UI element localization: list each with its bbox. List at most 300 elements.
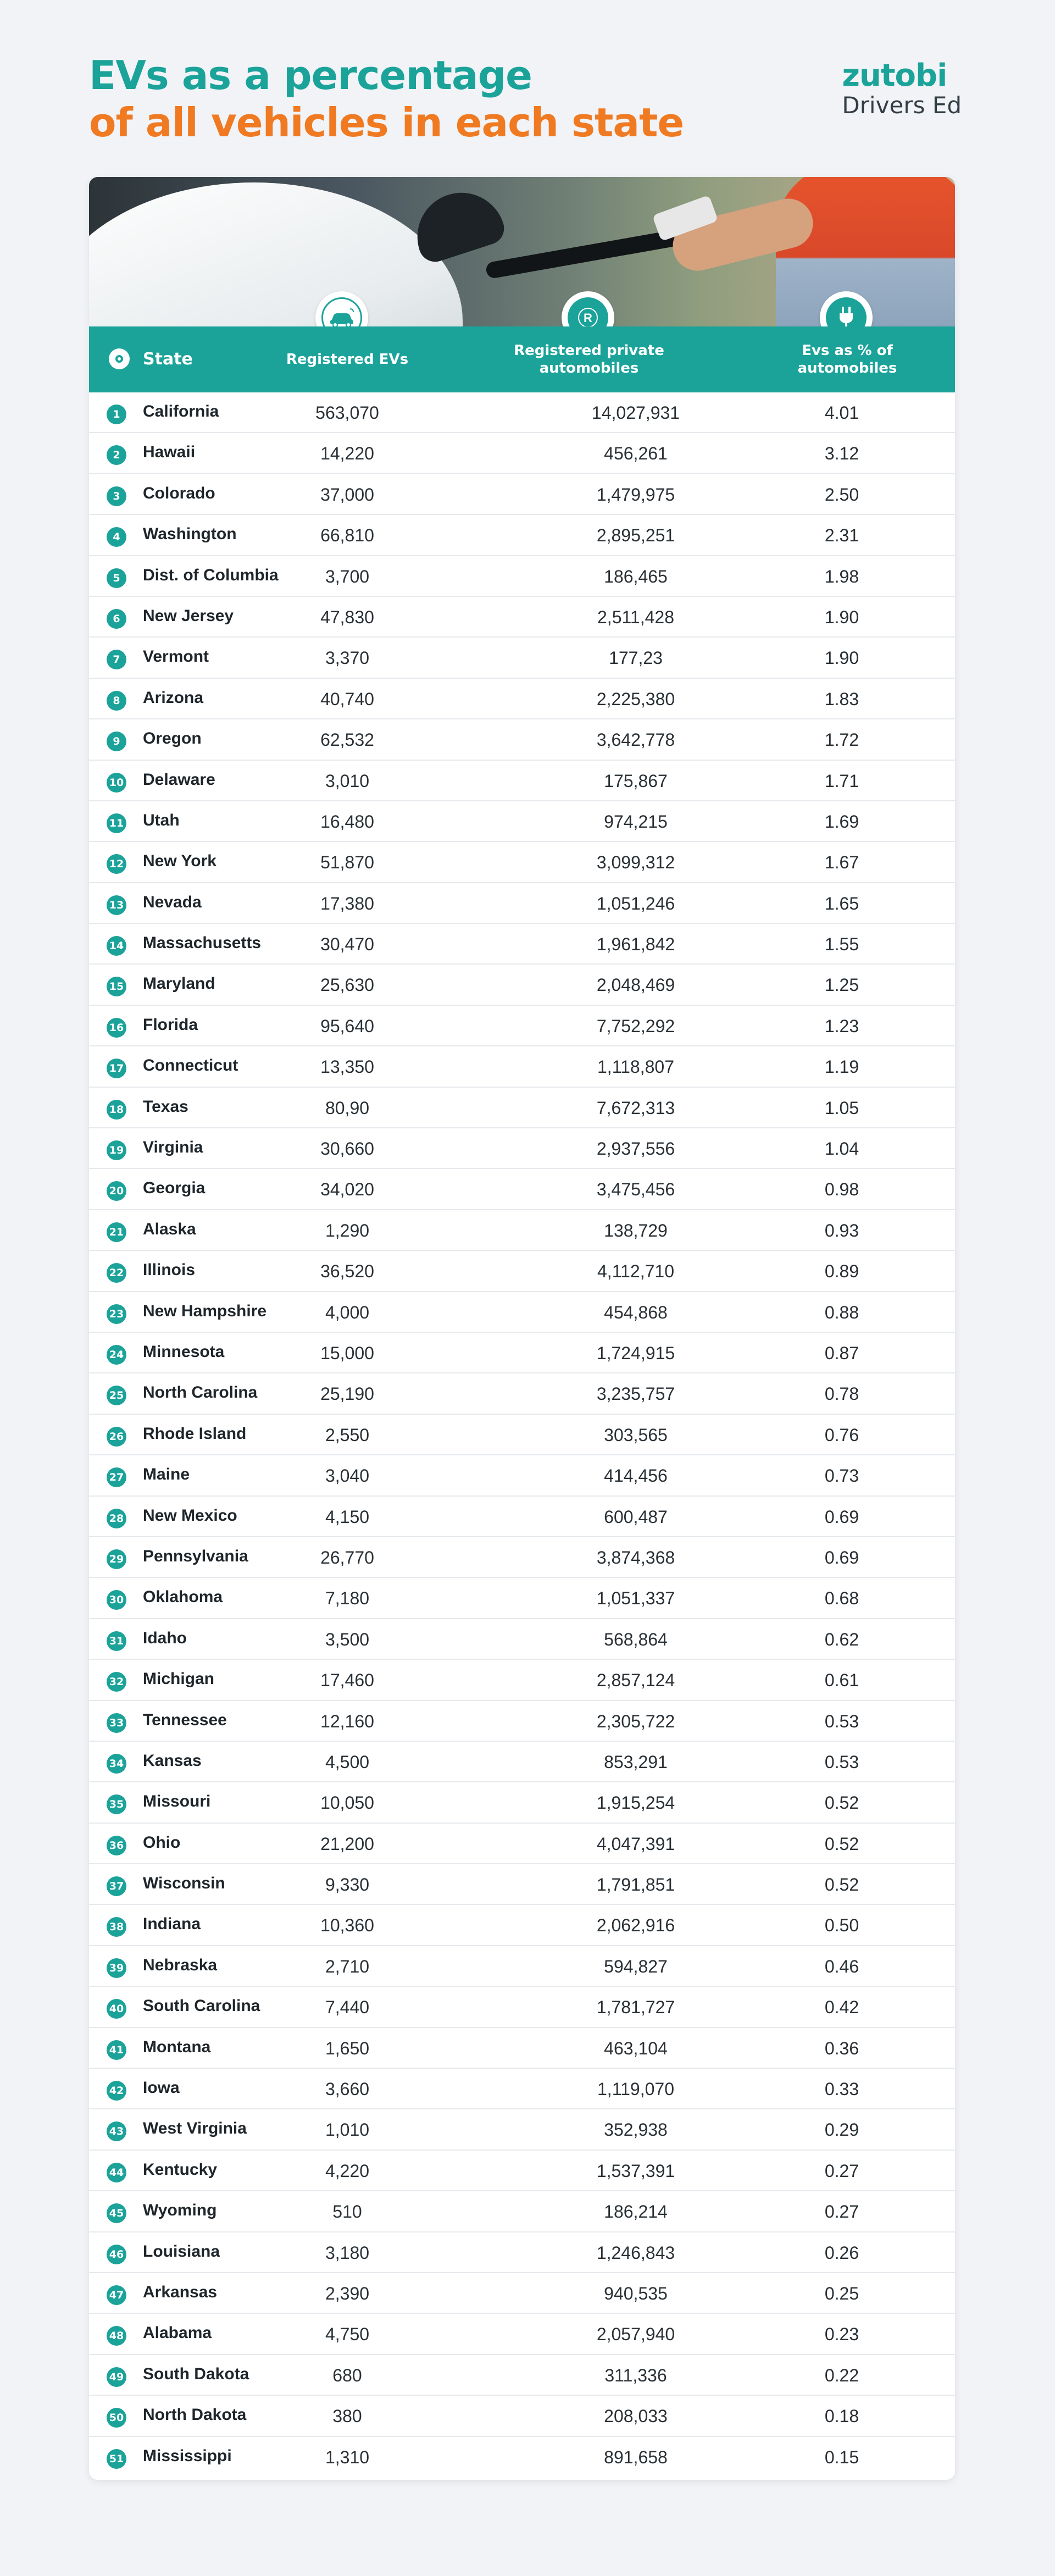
state-name: Ohio	[143, 1833, 181, 1852]
ev-percent-value: 0.52	[824, 1875, 859, 1895]
registered-private-value: 138,729	[604, 1220, 668, 1240]
state-name: Illinois	[143, 1261, 196, 1279]
state-name: Arizona	[143, 688, 204, 707]
ev-percent-value: 0.69	[824, 1547, 859, 1567]
ev-percent-value: 0.26	[824, 2242, 859, 2263]
title-line-2: of all vehicles in each state	[89, 99, 684, 146]
state-name: Montana	[143, 2037, 211, 2056]
ev-percent-value: 1.25	[824, 975, 859, 995]
table-row	[89, 2191, 955, 2232]
rank-badge: 9	[107, 732, 126, 751]
registered-evs-value: 2,710	[325, 1956, 370, 1976]
registered-private-value: 208,033	[604, 2406, 668, 2427]
rank-badge: 47	[107, 2285, 126, 2305]
table-row	[89, 1251, 955, 1292]
registered-evs-value: 12,160	[320, 1711, 374, 1731]
rank-badge: 2	[107, 445, 126, 465]
ev-percent-value: 0.50	[824, 1915, 859, 1936]
table-row	[89, 1987, 955, 2027]
table-row	[89, 1046, 955, 1087]
registered-private-value: 2,225,380	[596, 689, 675, 709]
rank-badge: 51	[107, 2449, 126, 2469]
rank-badge: 44	[107, 2163, 126, 2182]
registered-evs-value: 66,810	[320, 525, 374, 546]
registered-evs-value: 510	[332, 2202, 362, 2222]
state-name: Utah	[143, 811, 180, 829]
ev-percent-value: 0.33	[824, 2079, 859, 2099]
ev-percent-value: 0.42	[824, 1997, 859, 2018]
ev-percent-value: 0.69	[824, 1506, 859, 1527]
registered-private-value: 352,938	[604, 2120, 668, 2140]
state-name: Dist. of Columbia	[143, 566, 279, 584]
registered-evs-value: 563,070	[315, 403, 379, 423]
state-name: Tennessee	[143, 1710, 227, 1729]
table-row	[89, 1905, 955, 1946]
registered-private-value: 7,752,292	[596, 1016, 675, 1036]
ev-percent-value: 2.31	[824, 525, 859, 546]
registered-private-value: 600,487	[604, 1506, 668, 1527]
registered-evs-value: 30,660	[320, 1139, 374, 1159]
rank-badge: 13	[107, 895, 126, 915]
table-row	[89, 1578, 955, 1619]
registered-evs-value: 80,90	[325, 1098, 370, 1118]
registered-private-value: 1,118,807	[597, 1057, 674, 1077]
rank-badge: 1	[107, 405, 126, 424]
state-name: Nevada	[143, 893, 202, 911]
registered-private-value: 1,724,915	[596, 1343, 675, 1363]
registered-private-value: 177,23	[609, 648, 663, 668]
registered-evs-value: 3,040	[325, 1466, 370, 1486]
registered-private-value: 1,961,842	[596, 934, 675, 955]
ev-percent-value: 0.18	[824, 2406, 859, 2427]
state-name: Maine	[143, 1465, 190, 1484]
brand-logo	[842, 59, 962, 119]
state-name: California	[143, 402, 219, 420]
registered-private-value: 175,867	[604, 771, 668, 791]
ev-percent-value: 0.36	[824, 2038, 859, 2058]
ev-percent-value: 1.90	[824, 648, 859, 668]
ev-percent-value: 3.12	[824, 444, 859, 464]
rank-badge: 26	[107, 1427, 126, 1447]
table-row	[89, 1660, 955, 1700]
table-row	[89, 1210, 955, 1251]
ev-percent-value: 0.87	[824, 1343, 859, 1363]
registered-private-value: 3,099,312	[596, 852, 675, 873]
registered-private-value: 2,305,722	[596, 1711, 675, 1731]
registered-evs-value: 4,220	[325, 2160, 370, 2181]
registered-evs-value: 2,390	[325, 2283, 370, 2303]
state-name: Alabama	[143, 2324, 212, 2342]
ev-percent-value: 0.52	[824, 1833, 859, 1854]
rank-badge: 31	[107, 1631, 126, 1651]
table-row	[89, 597, 955, 638]
state-name: Missouri	[143, 1792, 211, 1811]
ev-percent-value: 0.61	[824, 1670, 859, 1691]
rank-badge: 29	[107, 1549, 126, 1569]
state-name: New York	[143, 852, 216, 871]
ev-percent-value: 1.19	[824, 1057, 859, 1077]
registered-evs-value: 1,010	[325, 2120, 370, 2140]
table-row	[89, 1497, 955, 1537]
table-header	[89, 326, 955, 392]
rank-badge: 8	[107, 691, 126, 711]
registered-private-value: 2,511,428	[597, 607, 674, 627]
registered-private-value: 2,857,124	[596, 1670, 675, 1691]
map-pin-icon	[109, 348, 130, 369]
ev-percent-value: 0.89	[824, 1261, 859, 1282]
rank-badge: 21	[107, 1222, 126, 1242]
table-row	[89, 719, 955, 760]
registered-private-value: 974,215	[604, 811, 668, 832]
rank-badge: 14	[107, 936, 126, 956]
registered-private-value: 454,868	[604, 1302, 668, 1322]
state-name: Georgia	[143, 1179, 206, 1198]
state-name: Alaska	[143, 1220, 196, 1238]
registered-private-value: 1,119,070	[597, 2079, 674, 2099]
rank-badge: 22	[107, 1263, 126, 1283]
table-row	[89, 1619, 955, 1660]
registered-evs-value: 62,532	[320, 730, 374, 750]
data-table-card	[89, 177, 955, 2480]
table-row	[89, 761, 955, 801]
table-row	[89, 1537, 955, 1578]
registered-evs-value: 380	[332, 2406, 362, 2427]
ev-percent-value: 1.83	[824, 689, 859, 709]
registered-private-value: 853,291	[604, 1752, 668, 1772]
registered-private-value: 7,672,313	[596, 1098, 675, 1118]
registered-private-value: 303,565	[604, 1425, 668, 1445]
ev-percent-value: 0.23	[824, 2324, 859, 2345]
table-row	[89, 2232, 955, 2273]
registered-evs-value: 16,480	[320, 811, 374, 832]
registered-private-value: 891,658	[604, 2447, 668, 2467]
registered-evs-value: 26,770	[320, 1547, 374, 1567]
registered-evs-value: 4,500	[325, 1752, 370, 1772]
state-name: Pennsylvania	[143, 1547, 248, 1565]
ev-percent-value: 1.72	[824, 730, 859, 750]
ev-percent-value: 0.76	[824, 1425, 859, 1445]
table-row	[89, 1128, 955, 1169]
registered-private-value: 1,479,975	[596, 484, 675, 505]
table-row	[89, 2109, 955, 2150]
state-name: Washington	[143, 525, 237, 544]
table-row	[89, 515, 955, 556]
state-name: Oregon	[143, 729, 202, 748]
registered-evs-value: 3,700	[325, 566, 370, 586]
table-row	[89, 679, 955, 719]
registered-private-value: 3,235,757	[596, 1384, 675, 1404]
header-state: State	[143, 350, 193, 369]
registered-evs-value: 1,310	[325, 2447, 370, 2467]
registered-private-value: 568,864	[604, 1629, 668, 1649]
rank-badge: 42	[107, 2081, 126, 2101]
state-name: New Jersey	[143, 606, 234, 625]
registered-private-value: 1,246,843	[596, 2242, 675, 2263]
table-row	[89, 1292, 955, 1333]
state-name: Kentucky	[143, 2160, 218, 2179]
ev-percent-value: 1.69	[824, 811, 859, 832]
registered-private-value: 456,261	[604, 444, 668, 464]
rank-badge: 12	[107, 854, 126, 874]
state-name: Texas	[143, 1097, 188, 1116]
table-row	[89, 842, 955, 883]
rank-badge: 10	[107, 773, 126, 793]
registered-private-value: 186,214	[604, 2202, 668, 2222]
rank-badge: 25	[107, 1386, 126, 1405]
page-title	[89, 52, 684, 146]
state-name: Arkansas	[143, 2283, 218, 2301]
registered-private-value: 2,057,940	[596, 2324, 675, 2345]
ev-percent-value: 0.25	[824, 2283, 859, 2303]
registered-evs-value: 13,350	[320, 1057, 374, 1077]
registered-private-value: 414,456	[604, 1466, 668, 1486]
registered-evs-value: 1,650	[325, 2038, 370, 2058]
table-row	[89, 1701, 955, 1742]
rank-badge: 37	[107, 1876, 126, 1896]
state-name: Indiana	[143, 1915, 201, 1934]
table-row	[89, 2273, 955, 2314]
table-row	[89, 883, 955, 924]
ev-percent-value: 1.90	[824, 607, 859, 627]
state-name: South Carolina	[143, 1997, 260, 2015]
registered-evs-value: 9,330	[325, 1875, 370, 1895]
ev-percent-value: 1.55	[824, 934, 859, 955]
registered-private-value: 2,937,556	[596, 1139, 675, 1159]
ev-percent-value: 0.53	[824, 1752, 859, 1772]
ev-percent-value: 1.05	[824, 1098, 859, 1118]
table-row	[89, 474, 955, 515]
rank-badge: 38	[107, 1917, 126, 1937]
rank-badge: 50	[107, 2408, 126, 2428]
ev-percent-value: 0.22	[824, 2365, 859, 2385]
rank-badge: 3	[107, 486, 126, 506]
ev-percent-value: 0.68	[824, 1588, 859, 1609]
registered-evs-value: 25,190	[320, 1384, 374, 1404]
state-name: Michigan	[143, 1670, 215, 1688]
state-name: North Dakota	[143, 2406, 247, 2424]
state-name: North Carolina	[143, 1383, 258, 1402]
registered-private-value: 594,827	[604, 1956, 668, 1976]
registered-evs-value: 2,550	[325, 1425, 370, 1445]
rank-badge: 46	[107, 2245, 126, 2264]
registered-evs-value: 47,830	[320, 607, 374, 627]
rank-badge: 19	[107, 1140, 126, 1160]
ev-percent-value: 0.62	[824, 1629, 859, 1649]
state-name: Wisconsin	[143, 1874, 225, 1893]
rank-badge: 20	[107, 1181, 126, 1201]
ev-percent-value: 1.98	[824, 566, 859, 586]
registered-private-value: 1,537,391	[596, 2160, 675, 2181]
table-row	[89, 2437, 955, 2478]
rank-badge: 32	[107, 1672, 126, 1692]
rank-badge: 24	[107, 1345, 126, 1365]
registered-private-value: 4,112,710	[597, 1261, 674, 1282]
registered-evs-value: 1,290	[325, 1220, 370, 1240]
table-row	[89, 638, 955, 678]
registered-private-value: 2,048,469	[596, 975, 675, 995]
ev-percent-value: 0.73	[824, 1466, 859, 1486]
ev-percent-value: 0.53	[824, 1711, 859, 1731]
state-name: Hawaii	[143, 443, 196, 462]
registered-evs-value: 4,000	[325, 1302, 370, 1322]
rank-badge: 7	[107, 650, 126, 669]
ev-percent-value: 0.52	[824, 1793, 859, 1813]
registered-private-value: 1,051,246	[596, 893, 675, 913]
rank-badge: 41	[107, 2040, 126, 2060]
table-row	[89, 1946, 955, 1987]
table-row	[89, 2314, 955, 2355]
state-name: Nebraska	[143, 1955, 218, 1974]
state-name: Iowa	[143, 2079, 180, 2097]
rank-badge: 27	[107, 1467, 126, 1487]
table-row	[89, 801, 955, 842]
ev-percent-value: 0.46	[824, 1956, 859, 1976]
rank-badge: 30	[107, 1590, 126, 1610]
table-row	[89, 1006, 955, 1046]
rank-badge: 4	[107, 527, 126, 547]
rank-badge: 15	[107, 977, 126, 996]
header-ev-percent: Evs as % of automobiles	[797, 342, 897, 376]
table-row	[89, 1824, 955, 1864]
rank-badge: 17	[107, 1059, 126, 1078]
header-registered-private: Registered private automobiles	[514, 342, 664, 376]
registered-evs-value: 14,220	[320, 444, 374, 464]
rank-badge: 23	[107, 1304, 126, 1324]
ev-percent-value: 1.65	[824, 893, 859, 913]
registered-evs-value: 10,050	[320, 1793, 374, 1813]
registered-evs-value: 25,630	[320, 975, 374, 995]
ev-percent-value: 0.93	[824, 1220, 859, 1240]
ev-percent-value: 0.27	[824, 2202, 859, 2222]
registered-evs-value: 7,440	[325, 1997, 370, 2018]
rank-badge: 34	[107, 1754, 126, 1774]
rank-badge: 6	[107, 609, 126, 629]
ev-percent-value: 0.27	[824, 2160, 859, 2181]
rank-badge: 11	[107, 813, 126, 833]
header-registered-evs: Registered EVs	[286, 351, 409, 368]
table-row	[89, 392, 955, 433]
rank-badge: 33	[107, 1713, 126, 1733]
state-name: Louisiana	[143, 2242, 220, 2261]
table-row	[89, 1333, 955, 1373]
brand-name: zutobi	[842, 58, 947, 93]
registered-private-value: 186,465	[604, 566, 668, 586]
ev-percent-value: 1.23	[824, 1016, 859, 1036]
ev-percent-value: 0.98	[824, 1179, 859, 1200]
table-row	[89, 1373, 955, 1414]
state-name: Idaho	[143, 1628, 187, 1647]
registered-private-value: 14,027,931	[591, 403, 680, 423]
state-name: Minnesota	[143, 1342, 225, 1361]
registered-private-value: 3,642,778	[596, 730, 675, 750]
registered-evs-value: 95,640	[320, 1016, 374, 1036]
ev-percent-value: 4.01	[824, 403, 859, 423]
registered-private-value: 463,104	[604, 2038, 668, 2058]
state-name: Kansas	[143, 1751, 202, 1770]
table-row	[89, 924, 955, 965]
table-row	[89, 1782, 955, 1823]
table-row	[89, 965, 955, 1005]
state-name: West Virginia	[143, 2119, 247, 2138]
registered-evs-value: 3,370	[325, 648, 370, 668]
registered-private-value: 1,915,254	[596, 1793, 675, 1813]
registered-evs-value: 3,180	[325, 2242, 370, 2263]
registered-evs-value: 17,380	[320, 893, 374, 913]
registered-private-value: 2,895,251	[596, 525, 675, 546]
rank-badge: 39	[107, 1958, 126, 1978]
registered-evs-value: 10,360	[320, 1915, 374, 1936]
registered-evs-value: 4,150	[325, 1506, 370, 1527]
title-line-1: EVs as a percentage	[89, 52, 532, 98]
table-row	[89, 1169, 955, 1210]
state-name: Mississippi	[143, 2446, 232, 2465]
rank-badge: 36	[107, 1836, 126, 1855]
table-row	[89, 1455, 955, 1496]
registered-evs-value: 15,000	[320, 1343, 374, 1363]
svg-text:R: R	[584, 311, 592, 325]
registered-evs-value: 51,870	[320, 852, 374, 873]
state-name: Florida	[143, 1015, 198, 1034]
ev-percent-value: 0.88	[824, 1302, 859, 1322]
brand-subtitle: Drivers Ed	[842, 92, 962, 119]
registered-evs-value: 4,750	[325, 2324, 370, 2345]
table-body	[89, 392, 955, 2478]
state-name: Maryland	[143, 974, 215, 993]
registered-private-value: 1,791,851	[596, 1875, 675, 1895]
registered-evs-value: 680	[332, 2365, 362, 2385]
registered-evs-value: 34,020	[320, 1179, 374, 1200]
registered-private-value: 4,047,391	[596, 1833, 675, 1854]
state-name: Virginia	[143, 1138, 203, 1157]
ev-percent-value: 1.04	[824, 1139, 859, 1159]
table-row	[89, 433, 955, 474]
rank-badge: 28	[107, 1509, 126, 1528]
state-name: Oklahoma	[143, 1588, 223, 1606]
registered-evs-value: 37,000	[320, 484, 374, 505]
state-name: New Hampshire	[143, 1301, 267, 1320]
state-name: Delaware	[143, 770, 215, 789]
table-row	[89, 2396, 955, 2436]
rank-badge: 40	[107, 1999, 126, 2019]
registered-evs-value: 7,180	[325, 1588, 370, 1609]
table-row	[89, 2069, 955, 2109]
registered-private-value: 2,062,916	[596, 1915, 675, 1936]
rank-badge: 35	[107, 1794, 126, 1814]
ev-percent-value: 1.67	[824, 852, 859, 873]
table-row	[89, 1088, 955, 1128]
state-name: Rhode Island	[143, 1424, 247, 1443]
state-name: Wyoming	[143, 2201, 217, 2220]
rank-badge: 43	[107, 2121, 126, 2141]
state-name: New Mexico	[143, 1506, 237, 1525]
registered-private-value: 311,336	[604, 2365, 667, 2385]
rank-badge: 5	[107, 568, 126, 588]
table-row	[89, 2028, 955, 2069]
ev-percent-value: 0.15	[824, 2447, 859, 2467]
table-row	[89, 2151, 955, 2191]
ev-percent-value: 0.29	[824, 2120, 859, 2140]
registered-evs-value: 30,470	[320, 934, 374, 955]
registered-evs-value: 3,010	[325, 771, 370, 791]
registered-private-value: 3,475,456	[596, 1179, 675, 1200]
rank-badge: 48	[107, 2326, 126, 2346]
table-row	[89, 2355, 955, 2396]
registered-private-value: 1,051,337	[596, 1588, 675, 1609]
registered-private-value: 940,535	[604, 2283, 668, 2303]
registered-evs-value: 36,520	[320, 1261, 374, 1282]
table-row	[89, 1415, 955, 1455]
ev-percent-value: 1.71	[824, 771, 859, 791]
